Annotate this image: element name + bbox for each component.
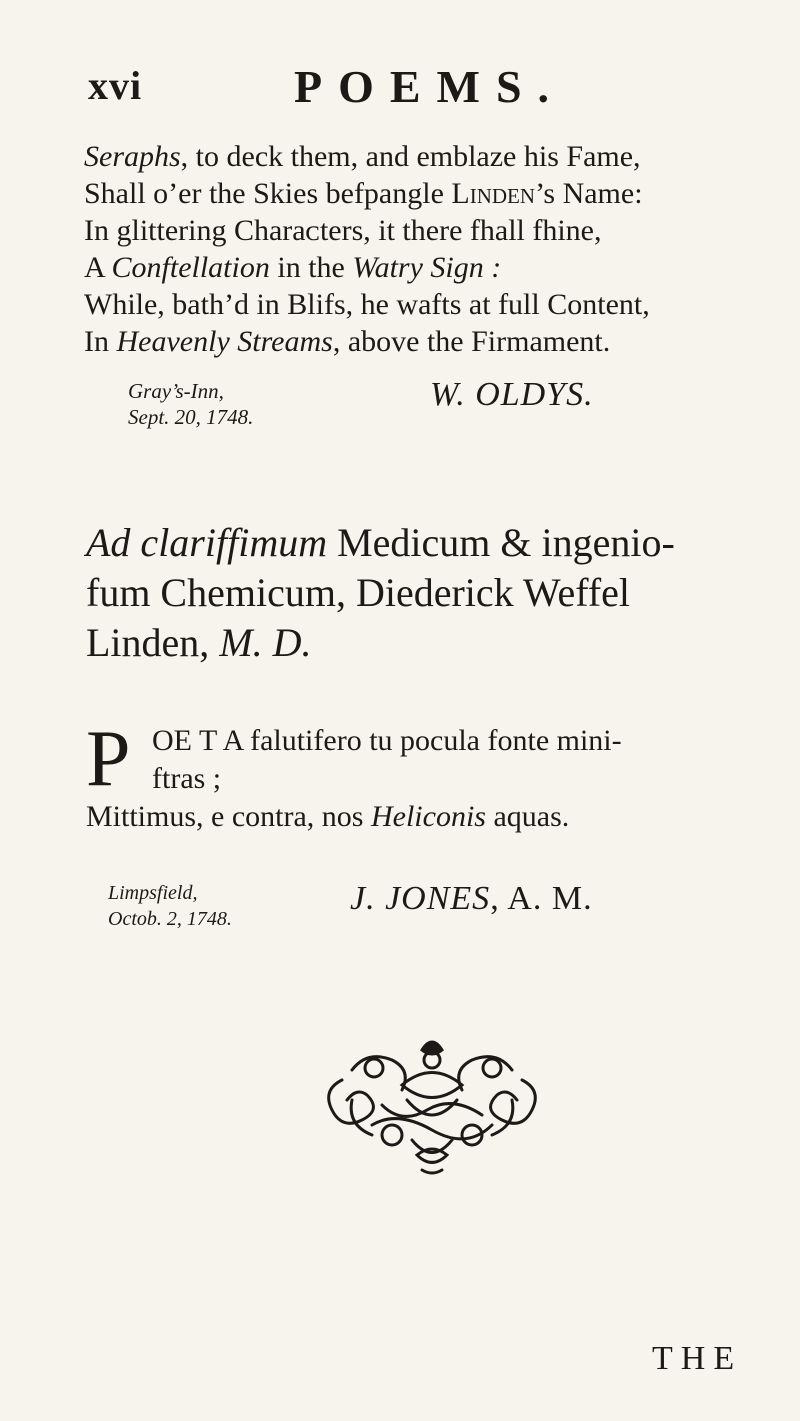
page-header	[88, 60, 688, 120]
dedication-line-3: Linden, M. D.	[86, 620, 312, 665]
signature-oldys	[128, 372, 728, 432]
signature-jones	[108, 880, 748, 940]
poem-line-4: A Conftellation in the Watry Sign :	[84, 251, 502, 284]
tailpiece-ornament	[312, 1030, 552, 1180]
signature-author: J. JONES, A. M.	[350, 880, 593, 917]
latin-line-2: ftras ;	[152, 762, 222, 795]
poem-line-5: While, bath’d in Blifs, he wafts at full Content,	[84, 288, 650, 321]
poem-line-2: Shall o’er the Skies befpangle Linden’s Name:	[84, 177, 643, 210]
latin-line-1: OE T A falutifero tu pocula fonte mini-	[152, 724, 622, 757]
signature-place-date: Gray’s-Inn, Sept. 20, 1748.	[128, 379, 254, 429]
page-number: xvi	[88, 63, 143, 108]
poem-line-3: In glittering Charaᴄters, it there fhall fhine,	[84, 214, 602, 247]
running-title: POEMS.	[294, 61, 566, 112]
poem-line-6: In Heavenly Streams, above the Firmament.	[84, 325, 611, 358]
drop-cap: P	[86, 715, 131, 803]
poem-stanza	[84, 138, 724, 360]
poem-line-1: Seraphs, to deck them, and emblaze his Fame,	[84, 140, 641, 173]
dedication-line-2: fum Chemicum, Diederick Weffel	[86, 570, 631, 615]
dedication-line-1: Ad clariffimum Medicum & ingenio-	[86, 520, 675, 565]
signature-author: W. OLDYS.	[430, 376, 594, 413]
catchword: THE	[652, 1340, 743, 1377]
dedication-heading	[86, 518, 766, 668]
signature-place-date: Limpsfield, Octob. 2, 1748.	[108, 882, 232, 930]
latin-line-3: Mittimus, e contra, nos Heliconis aquas.	[86, 800, 570, 833]
